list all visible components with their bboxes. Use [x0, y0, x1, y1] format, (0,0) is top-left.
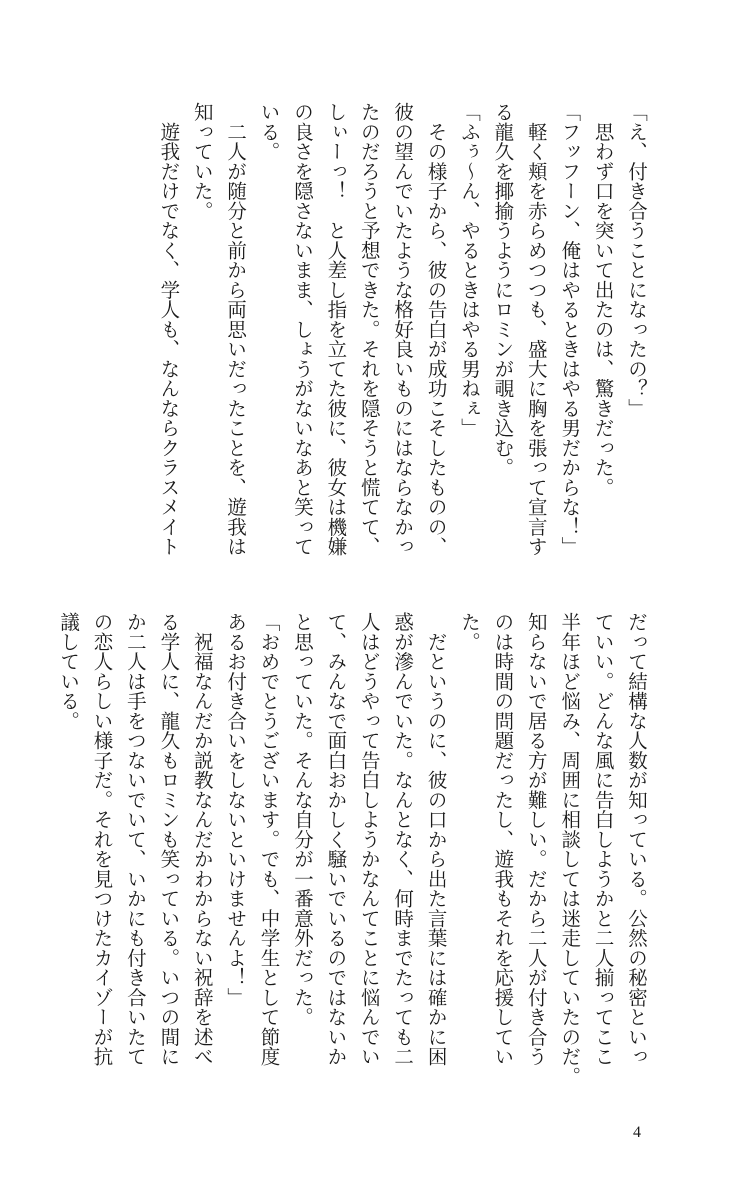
upper-text-block: [152, 102, 653, 592]
text-line: の良さを隠さないまま、しょうがないなあと笑って: [290, 102, 314, 557]
text-line: だって結構な人数が知っている。公然の秘密といっ: [625, 612, 648, 1067]
text-line: 議している。: [57, 612, 81, 731]
text-line: 「ふぅ〜ん、やるときはやる男ねぇ」: [457, 102, 481, 438]
text-line: しぃーっ！ と人差し指を立てた彼に、彼女は機嫌: [324, 102, 348, 557]
text-line: る学人に、龍久もロミンも笑っている。いつの間に: [157, 612, 181, 1067]
lower-text-block: [52, 612, 653, 1102]
text-line: 遊我だけでなく、学人も、なんならクラスメイト: [157, 102, 181, 557]
text-line: のは時間の問題だったし、遊我もそれを応援してい: [491, 612, 515, 1067]
text-line: だというのに、彼の口から出た言葉には確かに困: [424, 612, 448, 1067]
text-line: 「フッフーン、俺はやるときはやる男だからな！」: [558, 102, 582, 557]
text-line: 軽く頬を赤らめつつも、盛大に胸を張って宣言す: [524, 102, 548, 557]
text-line: いる。: [257, 102, 281, 162]
text-line: か二人は手をつないでいて、いかにも付き合いたて: [123, 612, 147, 1067]
text-line: の恋人らしい様子だ。それを見つけたカイゾーが抗: [90, 612, 114, 1067]
text-line: 人はどうやって告白しようかなんてことに悩んでい: [357, 612, 381, 1067]
text-line: 知っていた。: [190, 102, 214, 221]
text-line: 「え、付き合うことになったの？」: [625, 102, 648, 418]
text-line: 半年ほど悩み、周囲に相談しては迷走していたのだ。: [558, 612, 582, 1086]
text-line: 知らないで居る方が難しい。だから二人が付き合う: [524, 612, 548, 1067]
text-line: 思わず口を突いて出たのは、驚きだった。: [591, 102, 615, 497]
text-line: 惑が滲んでいた。なんとなく、何時までたっても二: [391, 612, 415, 1067]
text-line: 二人が随分と前から両思いだったことを、遊我は: [224, 102, 248, 557]
text-line: たのだろうと予想できた。それを隠そうと慌てて、: [357, 102, 381, 557]
text-line: た。: [457, 612, 481, 652]
text-line: て、みんなで面白おかしく騒いでいるのではないか: [324, 612, 348, 1067]
text-line: 祝福なんだか説教なんだかわからない祝辞を述べ: [190, 612, 214, 1067]
text-line: ていい。どんな風に告白しようかと二人揃ってここ: [591, 612, 615, 1067]
text-line: と思っていた。そんな自分が一番意外だった。: [290, 612, 314, 1027]
text-line: 「おめでとうございます。でも、中学生として節度: [257, 612, 281, 1067]
text-line: その様子から、彼の告白が成功こそしたものの、: [424, 102, 448, 557]
page-number: 4: [633, 1124, 641, 1141]
text-line: 彼の望んでいたような格好良いものにはならなかっ: [391, 102, 415, 557]
text-line: る龍久を揶揄うようにロミンが覗き込む。: [491, 102, 515, 478]
text-line: あるお付き合いをしないといけませんよ！」: [224, 612, 248, 1007]
